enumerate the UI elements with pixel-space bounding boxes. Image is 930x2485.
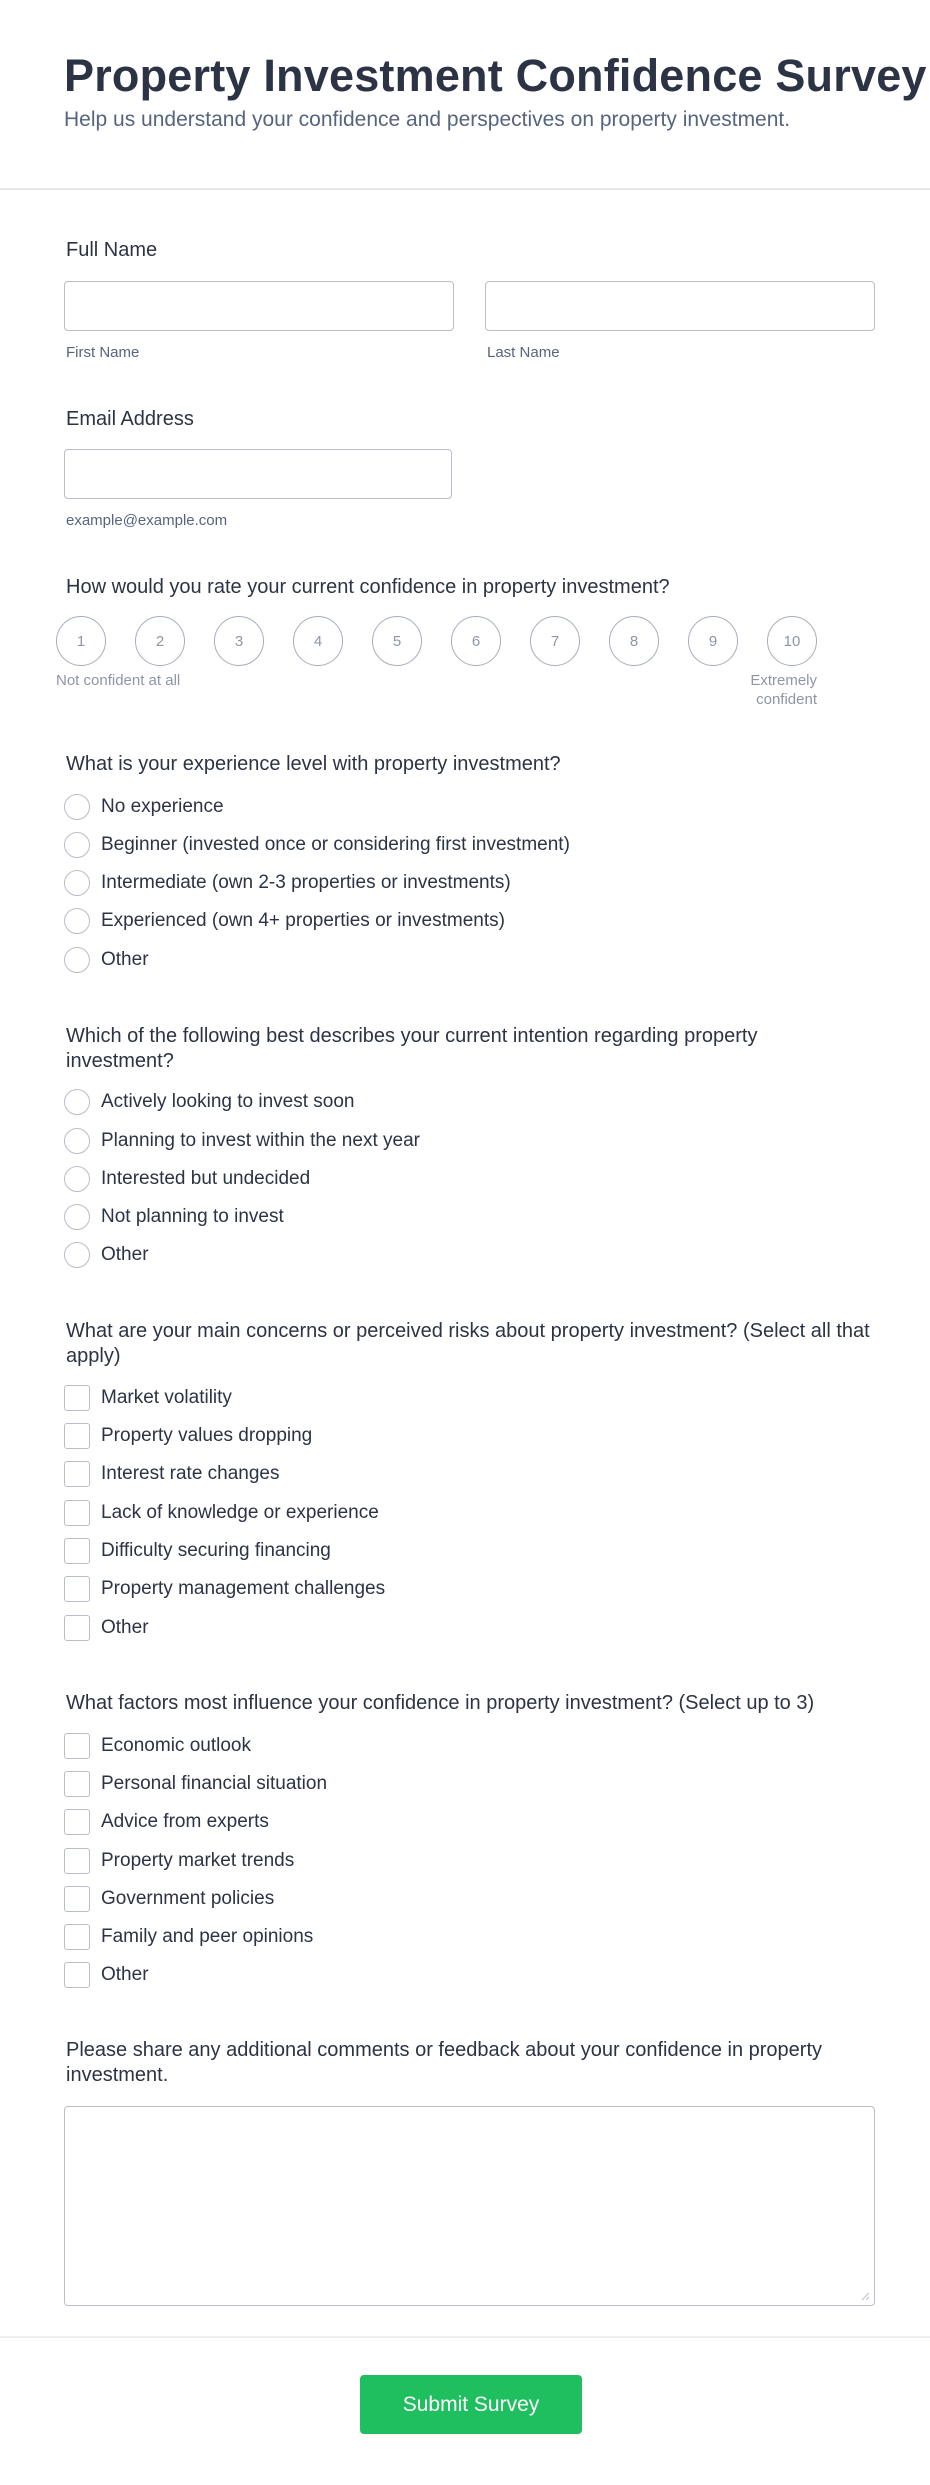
radio-button[interactable] (64, 908, 90, 934)
concerns-option[interactable] (64, 1385, 232, 1411)
checkbox[interactable] (64, 1461, 90, 1487)
checkbox[interactable] (64, 1500, 90, 1526)
factors-option[interactable] (64, 1771, 327, 1797)
concerns-option[interactable] (64, 1538, 331, 1564)
option-label: Not planning to invest (101, 1206, 284, 1227)
last-name-input[interactable] (485, 281, 875, 331)
option-label: Lack of knowledge or experience (101, 1502, 379, 1523)
email-input[interactable] (64, 449, 452, 499)
experience-option[interactable] (64, 832, 570, 858)
concerns-option[interactable] (64, 1500, 379, 1526)
checkbox[interactable] (64, 1733, 90, 1759)
email-sublabel: example@example.com (66, 512, 228, 529)
concerns-option[interactable] (64, 1461, 280, 1487)
rating-option-8[interactable]: 8 (609, 616, 659, 666)
intention-option[interactable] (64, 1204, 284, 1230)
option-label: Government policies (101, 1888, 275, 1909)
email-label: Email Address (66, 408, 194, 430)
intention-option[interactable] (64, 1242, 149, 1268)
checkbox[interactable] (64, 1848, 90, 1874)
comments-textarea[interactable] (64, 2106, 875, 2306)
concerns-option[interactable] (64, 1615, 149, 1641)
rating-option-5[interactable]: 5 (372, 616, 422, 666)
radio-button[interactable] (64, 1089, 90, 1115)
radio-button[interactable] (64, 947, 90, 973)
option-label: Planning to invest within the next year (101, 1130, 420, 1151)
option-label: Property market trends (101, 1850, 295, 1871)
option-label: Other (101, 949, 149, 970)
footer-divider (0, 2336, 930, 2338)
radio-button[interactable] (64, 794, 90, 820)
rating-high-caption: Extremely confident (750, 672, 817, 708)
page-title: Property Investment Confidence Survey (64, 50, 927, 101)
checkbox[interactable] (64, 1771, 90, 1797)
experience-option[interactable] (64, 908, 505, 934)
checkbox[interactable] (64, 1924, 90, 1950)
rating-option-3[interactable]: 3 (214, 616, 264, 666)
radio-button[interactable] (64, 1166, 90, 1192)
option-label: No experience (101, 796, 224, 817)
page-subtitle: Help us understand your confidence and perspectives on property investment. (64, 108, 791, 131)
checkbox[interactable] (64, 1385, 90, 1411)
intention-option[interactable] (64, 1128, 420, 1154)
experience-option[interactable] (64, 947, 149, 973)
option-label: Intermediate (own 2-3 properties or investments) (101, 872, 511, 893)
experience-option[interactable] (64, 870, 511, 896)
experience-question: What is your experience level with property investment? (66, 753, 561, 775)
checkbox[interactable] (64, 1615, 90, 1641)
factors-question: What factors most influence your confidence in property investment? (Select up to 3) (66, 1692, 815, 1714)
option-label: Actively looking to invest soon (101, 1091, 355, 1112)
radio-button[interactable] (64, 832, 90, 858)
full-name-label: Full Name (66, 239, 158, 261)
option-label: Experienced (own 4+ properties or investments) (101, 910, 505, 931)
factors-option[interactable] (64, 1962, 149, 1988)
rating-low-caption: Not confident at all (56, 672, 181, 689)
rating-option-7[interactable]: 7 (530, 616, 580, 666)
checkbox[interactable] (64, 1538, 90, 1564)
factors-option[interactable] (64, 1848, 294, 1874)
rating-option-4[interactable]: 4 (293, 616, 343, 666)
rating-option-9[interactable]: 9 (688, 616, 738, 666)
concerns-question: What are your main concerns or perceived risks about property investment? (Select all that apply) (66, 1320, 870, 1367)
concerns-option[interactable] (64, 1423, 312, 1449)
concerns-option[interactable] (64, 1576, 385, 1602)
factors-option[interactable] (64, 1924, 313, 1950)
rating-option-6[interactable]: 6 (451, 616, 501, 666)
first-name-input[interactable] (64, 281, 454, 331)
option-label: Other (101, 1964, 149, 1985)
radio-button[interactable] (64, 1242, 90, 1268)
checkbox[interactable] (64, 1576, 90, 1602)
intention-option[interactable] (64, 1166, 310, 1192)
option-label: Interest rate changes (101, 1463, 280, 1484)
radio-button[interactable] (64, 870, 90, 896)
option-label: Market volatility (101, 1387, 232, 1408)
experience-option[interactable] (64, 794, 224, 820)
rating-option-10[interactable]: 10 (767, 616, 817, 666)
submit-button[interactable]: Submit Survey (360, 2375, 582, 2434)
checkbox[interactable] (64, 1962, 90, 1988)
rating-option-2[interactable]: 2 (135, 616, 185, 666)
comments-question: Please share any additional comments or feedback about your confidence in property investment. (66, 2039, 823, 2086)
first-name-sublabel: First Name (66, 344, 140, 361)
option-label: Beginner (invested once or considering first investment) (101, 834, 570, 855)
resize-grip-icon[interactable] (860, 2291, 870, 2301)
factors-option[interactable] (64, 1809, 269, 1835)
radio-button[interactable] (64, 1204, 90, 1230)
option-label: Other (101, 1617, 149, 1638)
option-label: Other (101, 1244, 149, 1265)
rating-option-1[interactable]: 1 (56, 616, 106, 666)
form-header (0, 0, 930, 190)
option-label: Family and peer opinions (101, 1926, 314, 1947)
factors-option[interactable] (64, 1733, 251, 1759)
option-label: Property values dropping (101, 1425, 313, 1446)
option-label: Personal financial situation (101, 1773, 328, 1794)
checkbox[interactable] (64, 1886, 90, 1912)
intention-question: Which of the following best describes your current intention regarding property investment? (66, 1025, 758, 1072)
rating-question: How would you rate your current confidence in property investment? (66, 576, 670, 598)
radio-button[interactable] (64, 1128, 90, 1154)
option-label: Advice from experts (101, 1811, 269, 1832)
option-label: Economic outlook (101, 1735, 251, 1756)
intention-option[interactable] (64, 1089, 354, 1115)
option-label: Property management challenges (101, 1578, 386, 1599)
factors-option[interactable] (64, 1886, 274, 1912)
checkbox[interactable] (64, 1809, 90, 1835)
checkbox[interactable] (64, 1423, 90, 1449)
last-name-sublabel: Last Name (487, 344, 560, 361)
option-label: Interested but undecided (101, 1168, 311, 1189)
option-label: Difficulty securing financing (101, 1540, 331, 1561)
